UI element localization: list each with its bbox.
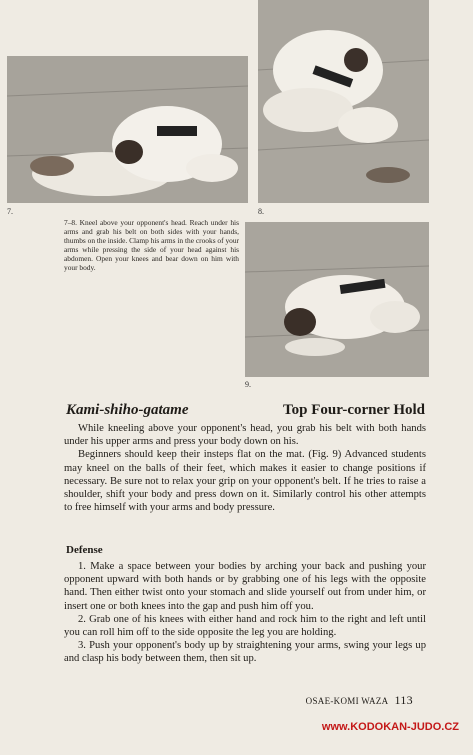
watermark-url: www.KODOKAN-JUDO.CZ (321, 721, 459, 733)
figure-8-number: 8. (258, 207, 264, 216)
section-title-english: Top Four-corner Hold (283, 402, 425, 418)
figure-8-photo (258, 0, 429, 203)
figure-7-number: 7. (7, 207, 13, 216)
section-title-japanese: Kami-shiho-gatame (66, 402, 189, 418)
defense-heading: Defense (66, 544, 103, 556)
defense-item: 3. Push your opponent's body up by straightening your arms, swing your legs up and clasp his body between them, then sit up. (64, 640, 426, 665)
section-body (64, 422, 426, 514)
running-footer-label: OSAE-KOMI WAZA (305, 696, 388, 706)
figure-9-photo (245, 222, 429, 377)
paragraph: Beginners should keep their insteps flat on the mat. (Fig. 9) Advanced students may kneel on the balls of their feet, which makes it easier to change positions if necessary. Be sure not to relax your grip on your opponent's belt. If he tries to raise a shoulder, shift your body and press down on it. Similarly control his other attempts to free himself with your arms and body pressure. (64, 449, 426, 514)
defense-list (64, 560, 426, 666)
defense-item: 2. Grab one of his knees with either hand and rock him to the right and left until you can roll him off to the side opposite the leg you are holding. (64, 613, 426, 639)
figure-9-number: 9. (245, 380, 251, 389)
page-number: 113 (394, 693, 413, 707)
paragraph: While kneeling above your opponent's head, you grab his belt with both hands under his upper arms and press your body down on his. (64, 423, 426, 448)
page-footer (306, 693, 413, 708)
defense-item: 1. Make a space between your bodies by arching your back and pushing your opponent upward with both hands or by grabbing one of his legs with the opposite hand. Then either twist onto your stomach and slide yourself out from under him, or insert one or both knees into the gap and push him off you. (64, 561, 426, 612)
figure-caption: 7–8. Kneel above your opponent's head. Reach under his arms and grab his belt on both sides with your hands, thumbs on the inside. Clamp his arms in the crooks of your arms while pressing the side of your head against his abdomen. Open your knees and bear down on him with your body. (64, 218, 239, 273)
figure-7-photo (7, 56, 248, 203)
